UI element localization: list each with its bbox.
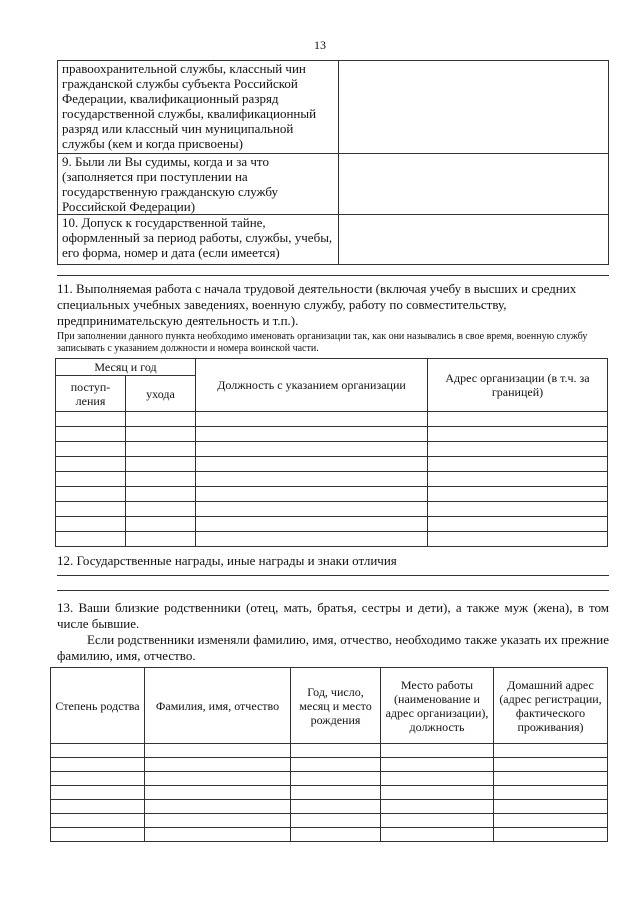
table-cell[interactable]	[56, 517, 126, 532]
header-month-year: Месяц и год	[56, 359, 196, 376]
table-cell[interactable]	[494, 800, 608, 814]
fill-line	[57, 275, 609, 276]
table-row	[56, 442, 608, 457]
table-cell[interactable]	[126, 532, 196, 547]
table-cell[interactable]	[428, 517, 608, 532]
table-cell[interactable]	[196, 472, 428, 487]
fill-line	[57, 590, 609, 591]
table-cell[interactable]	[145, 828, 291, 842]
table-row	[56, 532, 608, 547]
table-cell[interactable]	[51, 772, 145, 786]
table-row	[51, 828, 608, 842]
table-cell[interactable]	[196, 502, 428, 517]
table-cell[interactable]	[145, 800, 291, 814]
table-cell[interactable]	[51, 828, 145, 842]
section-12-title: 12. Государственные награды, иные награды и знаки отличия	[57, 553, 397, 568]
table-cell[interactable]	[494, 758, 608, 772]
table-row	[56, 487, 608, 502]
table-cell[interactable]	[291, 772, 381, 786]
table-cell[interactable]	[145, 758, 291, 772]
header-birth: Год, число, месяц и место рождения	[291, 668, 381, 744]
table-cell[interactable]	[428, 427, 608, 442]
table-cell[interactable]	[126, 502, 196, 517]
table-row	[58, 154, 609, 215]
table-cell[interactable]	[381, 800, 494, 814]
table-cell[interactable]	[126, 427, 196, 442]
answer-cell[interactable]	[339, 215, 609, 265]
answer-cell[interactable]	[339, 61, 609, 154]
table-cell[interactable]	[145, 814, 291, 828]
table-cell[interactable]	[196, 517, 428, 532]
table-row	[56, 502, 608, 517]
table-cell[interactable]	[428, 502, 608, 517]
personal-data-table	[57, 60, 609, 265]
table-header-row	[56, 359, 608, 376]
table-cell[interactable]	[126, 412, 196, 427]
table-cell[interactable]	[126, 457, 196, 472]
table-cell[interactable]	[51, 744, 145, 758]
table-row	[58, 61, 609, 154]
table-cell[interactable]	[381, 814, 494, 828]
table-cell[interactable]	[494, 828, 608, 842]
table-cell[interactable]	[56, 457, 126, 472]
table-cell[interactable]	[494, 772, 608, 786]
table-row	[56, 457, 608, 472]
table-cell[interactable]	[196, 412, 428, 427]
table-row	[51, 786, 608, 800]
question-cell: 10. Допуск к государственной тайне, оформленный за период работы, службы, учебы, его форма, номер и дата (если имеется)	[58, 215, 339, 265]
table-cell[interactable]	[145, 744, 291, 758]
header-name: Фамилия, имя, отчество	[145, 668, 291, 744]
header-end: ухода	[126, 376, 196, 412]
work-history-table	[55, 358, 608, 547]
header-relation: Степень родства	[51, 668, 145, 744]
table-cell[interactable]	[51, 800, 145, 814]
table-cell[interactable]	[428, 472, 608, 487]
table-row	[51, 758, 608, 772]
table-cell[interactable]	[145, 772, 291, 786]
table-row	[51, 814, 608, 828]
table-cell[interactable]	[428, 442, 608, 457]
section-11-note: При заполнении данного пункта необходимо именовать организации так, как они назывались в свое время, военную службу записывать с указанием должности и номера воинской части.	[57, 331, 588, 354]
question-cell: 9. Были ли Вы судимы, когда и за что (заполняется при поступлении на государственную гражданскую службу Российской Федерации)	[58, 154, 339, 215]
answer-cell[interactable]	[339, 154, 609, 215]
section-13-title: 13. Ваши близкие родственники (отец, мать, братья, сестры и дети), а также муж (жена), в том числе бывшие.	[57, 600, 609, 631]
table-cell[interactable]	[51, 758, 145, 772]
table-cell[interactable]	[291, 814, 381, 828]
table-cell[interactable]	[196, 532, 428, 547]
table-cell[interactable]	[56, 532, 126, 547]
table-cell[interactable]	[56, 427, 126, 442]
table-cell[interactable]	[381, 758, 494, 772]
table-cell[interactable]	[56, 442, 126, 457]
table-cell[interactable]	[145, 786, 291, 800]
table-cell[interactable]	[428, 487, 608, 502]
header-address: Адрес организации (в т.ч. за границей)	[428, 359, 608, 412]
table-cell[interactable]	[196, 487, 428, 502]
table-cell[interactable]	[126, 442, 196, 457]
table-cell[interactable]	[381, 786, 494, 800]
page-number: 13	[314, 38, 326, 52]
table-cell[interactable]	[56, 487, 126, 502]
table-row	[58, 215, 609, 265]
table-cell[interactable]	[428, 457, 608, 472]
table-cell[interactable]	[428, 412, 608, 427]
table-cell[interactable]	[291, 786, 381, 800]
table-cell[interactable]	[494, 786, 608, 800]
table-cell[interactable]	[291, 744, 381, 758]
table-cell[interactable]	[381, 744, 494, 758]
question-cell: правоохранительной службы, классный чин гражданской службы субъекта Российской Федерации, квалификационный разряд государственной службы, квалификационный разряд или классный чин муниципальной службы (кем и когда присвоены)	[58, 61, 339, 154]
table-cell[interactable]	[494, 744, 608, 758]
table-cell[interactable]	[291, 758, 381, 772]
table-row	[56, 472, 608, 487]
section-13-note: Если родственники изменяли фамилию, имя, отчество, необходимо также указать их прежние фамилию, имя, отчество.	[57, 632, 609, 663]
table-row	[51, 800, 608, 814]
table-cell[interactable]	[381, 772, 494, 786]
header-work: Место работы (наименование и адрес организации), должность	[381, 668, 494, 744]
table-cell[interactable]	[196, 427, 428, 442]
table-cell[interactable]	[291, 800, 381, 814]
table-cell[interactable]	[381, 828, 494, 842]
table-row	[56, 412, 608, 427]
table-row	[51, 772, 608, 786]
table-cell[interactable]	[196, 457, 428, 472]
table-cell[interactable]	[56, 412, 126, 427]
table-cell[interactable]	[126, 517, 196, 532]
table-row	[51, 744, 608, 758]
table-header-row	[51, 668, 608, 744]
table-cell[interactable]	[126, 487, 196, 502]
table-row	[56, 517, 608, 532]
table-cell[interactable]	[51, 814, 145, 828]
table-cell[interactable]	[126, 472, 196, 487]
table-cell[interactable]	[494, 814, 608, 828]
table-cell[interactable]	[428, 532, 608, 547]
fill-line	[57, 575, 609, 576]
header-address: Домашний адрес (адрес регистрации, фактического проживания)	[494, 668, 608, 744]
relatives-table	[50, 667, 608, 842]
section-11-title: 11. Выполняемая работа с начала трудовой деятельности (включая учебу в высших и средних специальных учебных заведениях, военную службу, работу по совместительству, предпринимательскую деятельность и т.п.).	[57, 281, 577, 328]
header-start: поступ-ления	[56, 376, 126, 412]
table-cell[interactable]	[56, 502, 126, 517]
table-cell[interactable]	[196, 442, 428, 457]
table-row	[56, 427, 608, 442]
table-cell[interactable]	[291, 828, 381, 842]
header-position: Должность с указанием организации	[196, 359, 428, 412]
table-cell[interactable]	[51, 786, 145, 800]
table-cell[interactable]	[56, 472, 126, 487]
